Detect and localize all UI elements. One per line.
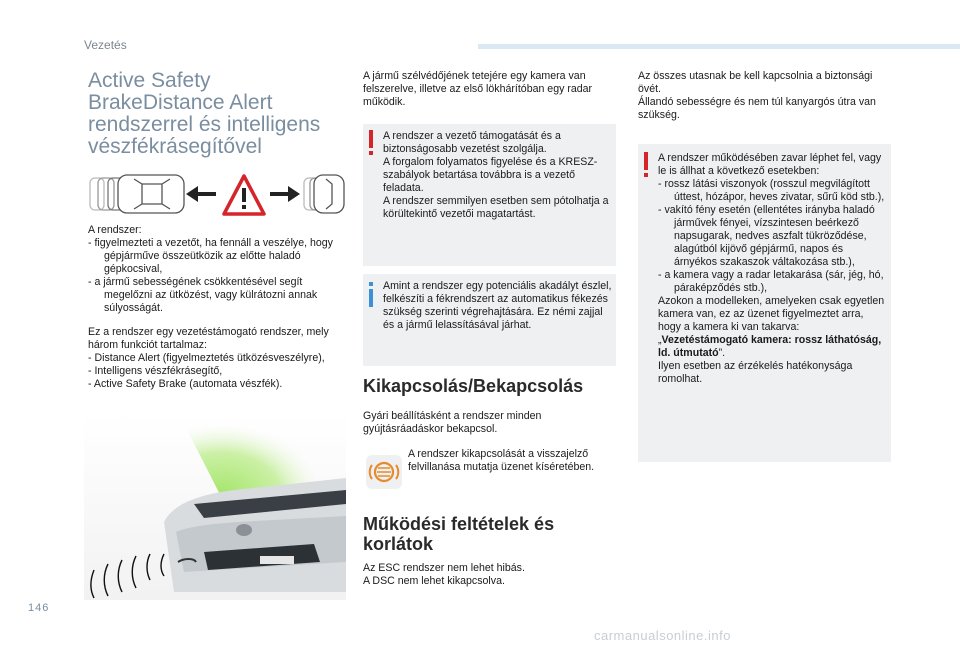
list-item: - rossz látási viszonyok (rosszul megvilágított úttest, hózápor, heves zivatar, sűrű köd stb.), [658,178,885,203]
list-item: - vakító fény esetén (ellentétes irányba haladó járművek fényei, vízszintesen beérkező napsugarak, nedves aszfalt tükröződése, alagútból kijövő gépjármű, napos és árnyékos szakaszok váltakozása stb.), [658,204,875,268]
middle-para1: A jármű szélvédőjének tetejére egy kamera van felszerelve, illetve az első lökhárítóban egy radar működik. [363,70,593,108]
page-number: 146 [28,602,50,614]
watermark: carmanualsonline.info [594,628,731,643]
info-icon [368,282,374,308]
middle-para3: Az ESC rendszer nem lehet hibás. A DSC nem lehet kikapcsolva. [363,562,525,587]
heading-conditions: Működési feltételek és korlátok [363,514,555,554]
brake-warning-indicator-icon [366,455,402,489]
collision-illustration [86,170,348,218]
list-item: - a jármű sebességének csökkentésével segít megelőzni az ütközést, vagy külrátozni annak súlyosságát. [88,276,318,314]
info-box: Amint a rendszer egy potenciális akadályt észlel, felkészíti a fékrendszert az automatikus fékezés szükség szerinti végrehajtására. Ez némi zajjal és a jármű lelassításával járhat. [363,274,616,366]
section-label: Vezetés [84,38,127,52]
left-intro: A rendszer: - figyelmezteti a vezetőt, ha fennáll a veszélye, hogy gépjárműve összeütközik az előtte haladó gépkocsival, - a jármű sebességének csökkentésével segít megelőzni az ütközést, vagy külrátozni annak súlyosságát. [88,224,342,315]
car-left-icon [90,175,184,213]
list-item: - Distance Alert (figyelmeztetés ütközésveszélyre), [88,352,325,364]
list-item: - figyelmezteti a vezetőt, ha fennáll a veszélye, hogy gépjárműve összeütközik az előtte haladó gépkocsival, [88,237,333,275]
left-para2: Ez a rendszer egy vezetéstámogató rendszer, mely három funkciót tartalmaz: - Distance Alert (figyelmeztetés ütközésveszélyre), - Intelligens vészfékrásegítő, - Active Safety Brake (automata vészfék). [88,326,342,391]
conditions-warning-box: A rendszer működésében zavar léphet fel, vagy le is állhat a következő esetekben: - rossz látási viszonyok (rosszul megvilágított úttest, hózápor, heves zivatar, sűrű köd stb.), - vakító fény esetén (ellentétes irányba haladó járművek fényei, vízszintesen beérkező napsugarak, nedves aszfalt tükröződése, alagútból kijövő gépjármű, napos és árnyékos szakaszok váltakozása stb.), - a kamera vagy a radar letakarása (sár, jég, hó, páraképződés stb.), Azokon a modelleken, amelyeken csak egyetlen kamera van, ez az üzenet figyelmeztet arra, hogy a kamera ki van takarva: „Vezetéstámogató kamera: rossz láthatóság, ld. útmutató”. Ilyen esetben az érzékelés hatékonysága romolhat. [638,144,891,462]
list-item: - Intelligens vészfékrásegítő, [88,365,223,377]
list-item: - Active Safety Brake (automata vészfék). [88,378,283,390]
warning-triangle-icon [224,176,264,214]
right-para1: Az összes utasnak be kell kapcsolnia a biztonsági övét. Állandó sebességre és nem túl kanyargós útra van szükség. [638,70,876,121]
arrow-left-icon [186,186,216,202]
camera-warning-text: Azokon a modelleken, amelyeken csak egyetlen kamera van, ez az üzenet figyelmeztet arra, hogy a kamera ki van takarva: „Vezetéstámogató kamera: rossz láthatóság, ld. útmutató”. [658,295,885,359]
header-bar [478,44,960,49]
car-right-icon [304,175,344,213]
warning-exclamation-icon [368,130,374,156]
warning-exclamation-icon [643,152,649,178]
middle-para2: Gyári beállításként a rendszer minden gyújtásráadáskor bekapcsol. [363,410,542,435]
indicator-text: A rendszer kikapcsolását a visszajelző felvillanása mutatja üzenet kíséretében. [408,448,595,473]
page-title: Active Safety BrakeDistance Alert rendszerrel és intelligens vészfékrásegítővel [88,69,321,158]
arrow-right-icon [270,186,300,202]
list-item: - a kamera vagy a radar letakarása (sár, jég, hó, páraképződés stb.), [658,269,884,294]
car-front-photo [84,412,346,600]
heading-on-off: Kikapcsolás/Bekapcsolás [363,376,584,396]
warning-box: A rendszer a vezető támogatását és a biztonságosabb vezetést szolgálja. A forgalom folyamatos figyelése és a KRESZ-szabályok betartása továbbra is a vezető feladata. A rendszer semmilyen esetben sem pótolhatja a körültekintő vezetői magatartást. [363,124,616,266]
